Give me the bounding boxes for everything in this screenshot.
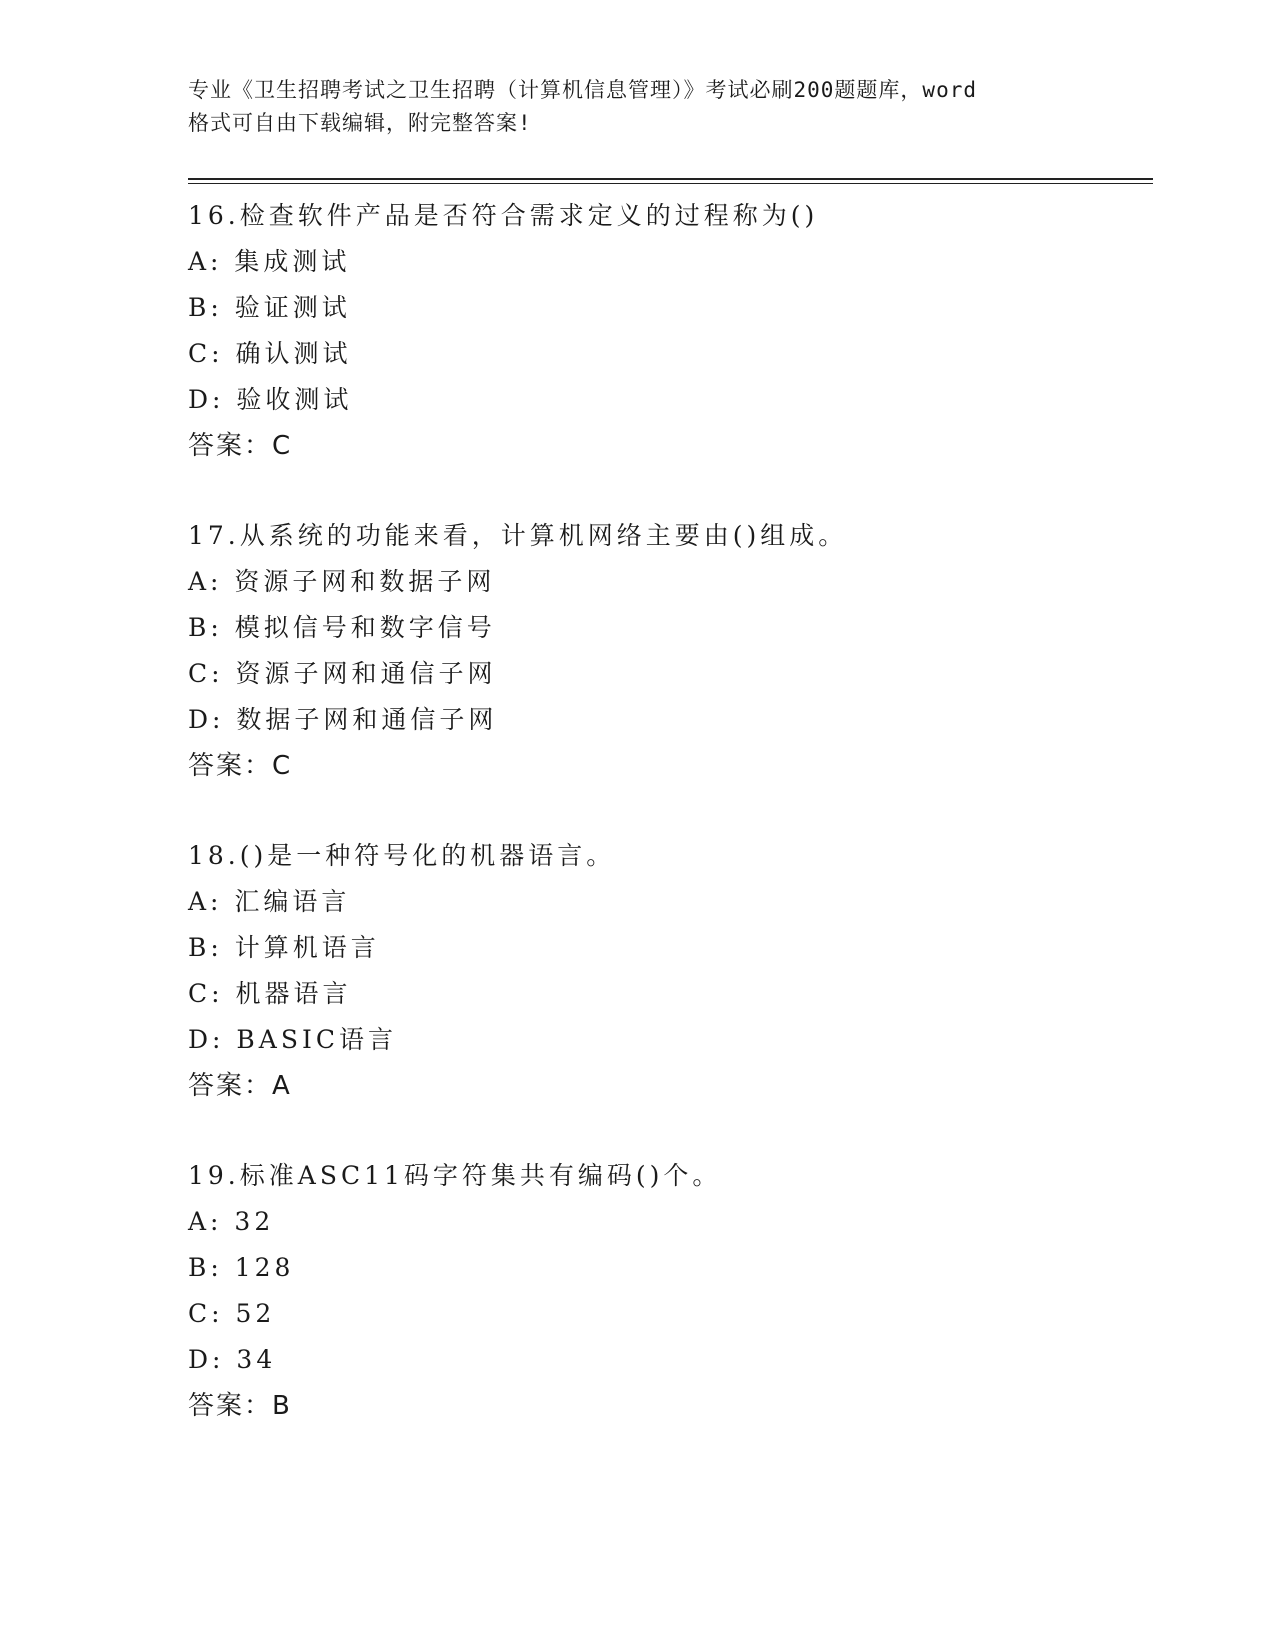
- option-d: D: 数据子网和通信子网: [188, 705, 498, 734]
- header-line-2: 格式可自由下载编辑，附完整答案!: [188, 111, 532, 135]
- header-divider-thick: [188, 178, 1153, 180]
- question-19: [188, 1153, 1148, 1473]
- question-stem: 18.()是一种符号化的机器语言。: [188, 841, 616, 870]
- question-stem: 16.检查软件产品是否符合需求定义的过程称为(): [188, 201, 819, 230]
- question-stem: 19.标准ASC11码字符集共有编码()个。: [188, 1161, 722, 1190]
- option-a: A: 32: [188, 1207, 275, 1236]
- question-16: [188, 193, 1148, 513]
- option-b: B: 验证测试: [188, 293, 351, 322]
- option-d: D: 验收测试: [188, 385, 353, 414]
- answer-line: 答案：C: [188, 751, 293, 781]
- option-a: A: 资源子网和数据子网: [188, 567, 496, 596]
- option-c: C: 确认测试: [188, 339, 352, 368]
- option-d: D: BASIC语言: [188, 1025, 397, 1054]
- option-b: B: 128: [188, 1253, 295, 1282]
- option-a: A: 汇编语言: [188, 887, 351, 916]
- option-c: C: 52: [188, 1299, 276, 1328]
- question-18: [188, 833, 1148, 1153]
- document-header: [188, 74, 1088, 140]
- option-c: C: 资源子网和通信子网: [188, 659, 497, 688]
- option-b: B: 模拟信号和数字信号: [188, 613, 496, 642]
- option-a: A: 集成测试: [188, 247, 351, 276]
- answer-line: 答案：C: [188, 431, 293, 461]
- option-d: D: 34: [188, 1345, 277, 1374]
- header-line-1: 专业《卫生招聘考试之卫生招聘（计算机信息管理）》考试必刷200题题库，word: [188, 78, 977, 102]
- option-b: B: 计算机语言: [188, 933, 380, 962]
- answer-line: 答案：A: [188, 1071, 292, 1101]
- answer-line: 答案：B: [188, 1391, 292, 1421]
- question-list: [188, 193, 1148, 1473]
- question-stem: 17.从系统的功能来看，计算机网络主要由()组成。: [188, 521, 848, 550]
- header-divider-thin: [188, 183, 1153, 184]
- question-17: [188, 513, 1148, 833]
- option-c: C: 机器语言: [188, 979, 352, 1008]
